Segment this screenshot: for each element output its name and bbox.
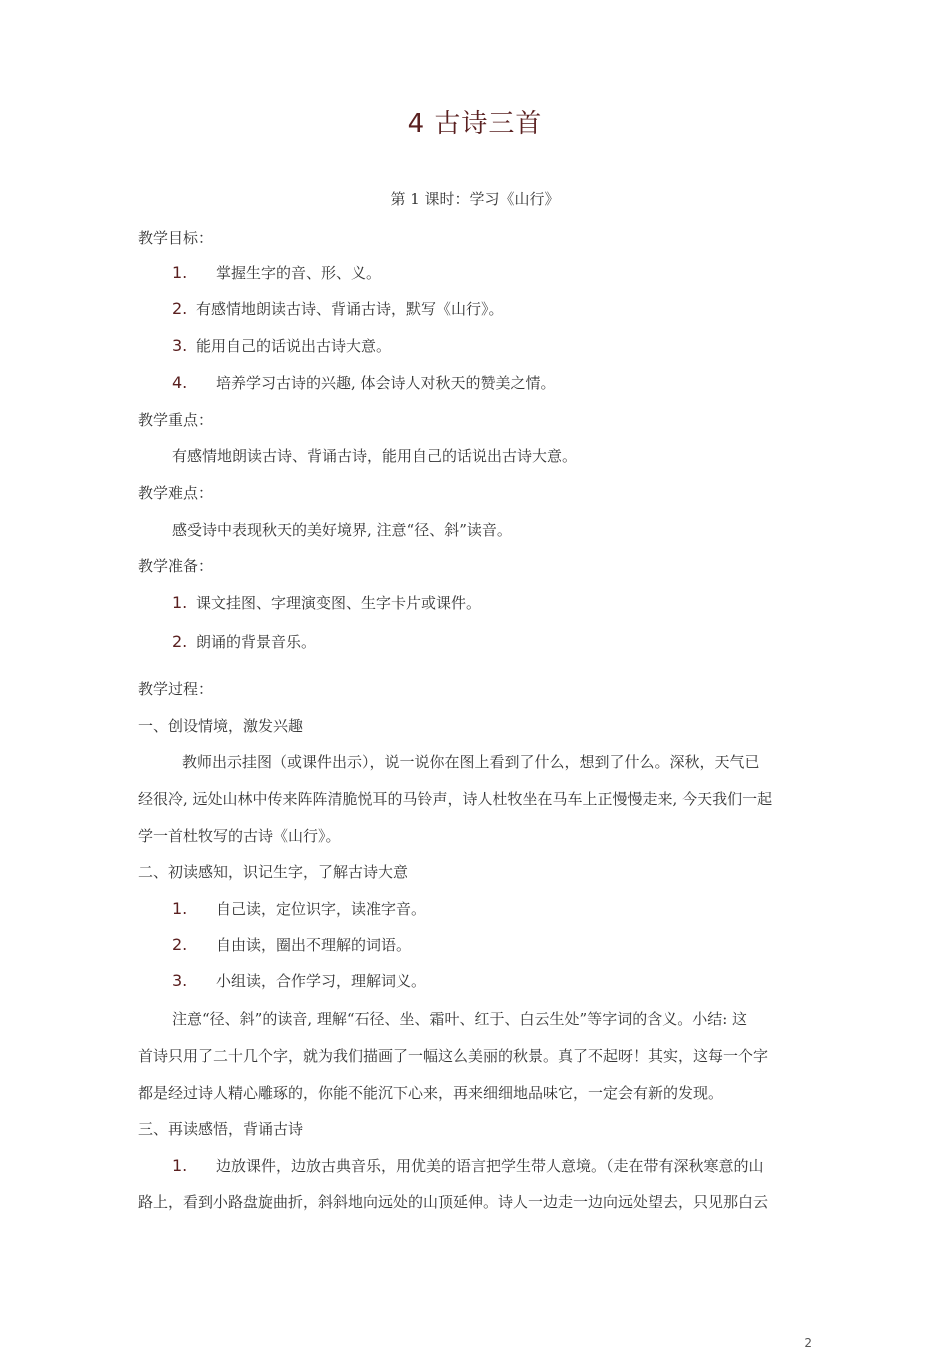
- keypoint-text: 有感情地朗读古诗、背诵古诗，能用自己的话说出古诗大意。: [172, 447, 578, 465]
- paragraph-line: 路上，看到小路盘旋曲折，斜斜地向远处的山顶延伸。诗人一边走一边向远处望去，只见那白云: [138, 1193, 769, 1211]
- step3-text: 边放课件，边放古典音乐，用优美的语言把学生带人意境。（走在带有深秋寒意的山: [216, 1157, 764, 1175]
- step2-item: [172, 898, 426, 920]
- objective-item: [172, 298, 504, 320]
- step2-item: [172, 934, 411, 956]
- objective-number: 3.: [172, 336, 188, 355]
- page-number: 2: [804, 1336, 812, 1350]
- step2-item: [172, 970, 426, 992]
- step2-text: 自己读，定位识字，读准字音。: [216, 900, 427, 918]
- preparation-heading: 教学准备：: [138, 557, 214, 575]
- objective-text: 能用自己的话说出古诗大意。: [196, 337, 392, 355]
- paragraph-line: 学一首杜牧写的古诗《山行》。: [138, 827, 341, 845]
- document-title: 4 古诗三首: [407, 109, 543, 139]
- objective-number: 2.: [172, 299, 188, 318]
- objective-text: 培养学习古诗的兴趣, 体会诗人对秋天的赞美之情。: [216, 374, 556, 392]
- preparation-text: 课文挂图、字理演变图、生字卡片或课件。: [196, 594, 482, 612]
- paragraph-line: 首诗只用了二十几个字，就为我们描画了一幅这么美丽的秋景。真了不起呀！其实，这每一个字: [138, 1047, 769, 1065]
- step2-number: 2.: [172, 935, 188, 954]
- preparation-text: 朗诵的背景音乐。: [196, 633, 317, 651]
- objective-number: 4.: [172, 373, 188, 392]
- paragraph-line: 经很冷, 远处山林中传来阵阵清脆悦耳的马铃声，诗人杜牧坐在马车上正慢慢走来, 今天我们一起: [138, 790, 773, 808]
- objective-item: [172, 335, 391, 357]
- step2-number: 3.: [172, 971, 188, 990]
- step3-number: 1.: [172, 1156, 188, 1175]
- step1-paragraph: [138, 751, 810, 862]
- step3-heading: 三、再读感悟，背诵古诗: [138, 1120, 304, 1138]
- objectives-heading: 教学目标：: [138, 229, 214, 247]
- step2-text: 自由读，圈出不理解的词语。: [216, 936, 412, 954]
- difficulty-heading: 教学难点：: [138, 484, 214, 502]
- lesson-subtitle: 第 1 课时：学习《山行》: [390, 190, 560, 208]
- objective-text: 掌握生字的音、形、义。: [216, 264, 382, 282]
- step2-text: 小组读，合作学习，理解词义。: [216, 972, 427, 990]
- preparation-number: 1.: [172, 593, 188, 612]
- step3-paragraph: [138, 1191, 810, 1228]
- preparation-number: 2.: [172, 632, 188, 651]
- difficulty-text: 感受诗中表现秋天的美好境界, 注意“径、斜”读音。: [172, 521, 512, 539]
- objective-item: [172, 262, 381, 284]
- objective-text: 有感情地朗读古诗、背诵古诗，默写《山行》。: [196, 300, 504, 318]
- step1-heading: 一、创设情境，激发兴趣: [138, 717, 304, 735]
- paragraph-line: 注意“径、斜”的读音, 理解“石径、坐、霜叶、红于、白云生处”等字词的含义。小结: 这: [172, 1010, 748, 1028]
- preparation-item: [172, 631, 316, 653]
- keypoint-heading: 教学重点：: [138, 411, 214, 429]
- step2-number: 1.: [172, 899, 188, 918]
- process-heading: 教学过程：: [138, 680, 214, 698]
- step2-paragraph: [138, 1008, 810, 1119]
- objective-item: [172, 372, 556, 394]
- paragraph-line: 教师出示挂图（或课件出示），说一说你在图上看到了什么，想到了什么。深秋，天气已: [182, 753, 760, 771]
- preparation-item: [172, 592, 481, 614]
- paragraph-line: 都是经过诗人精心雕琢的，你能不能沉下心来，再来细细地品味它，一定会有新的发现。: [138, 1084, 724, 1102]
- step3-item: [172, 1155, 764, 1177]
- step2-heading: 二、初读感知，识记生字，了解古诗大意: [138, 863, 409, 881]
- objective-number: 1.: [172, 263, 188, 282]
